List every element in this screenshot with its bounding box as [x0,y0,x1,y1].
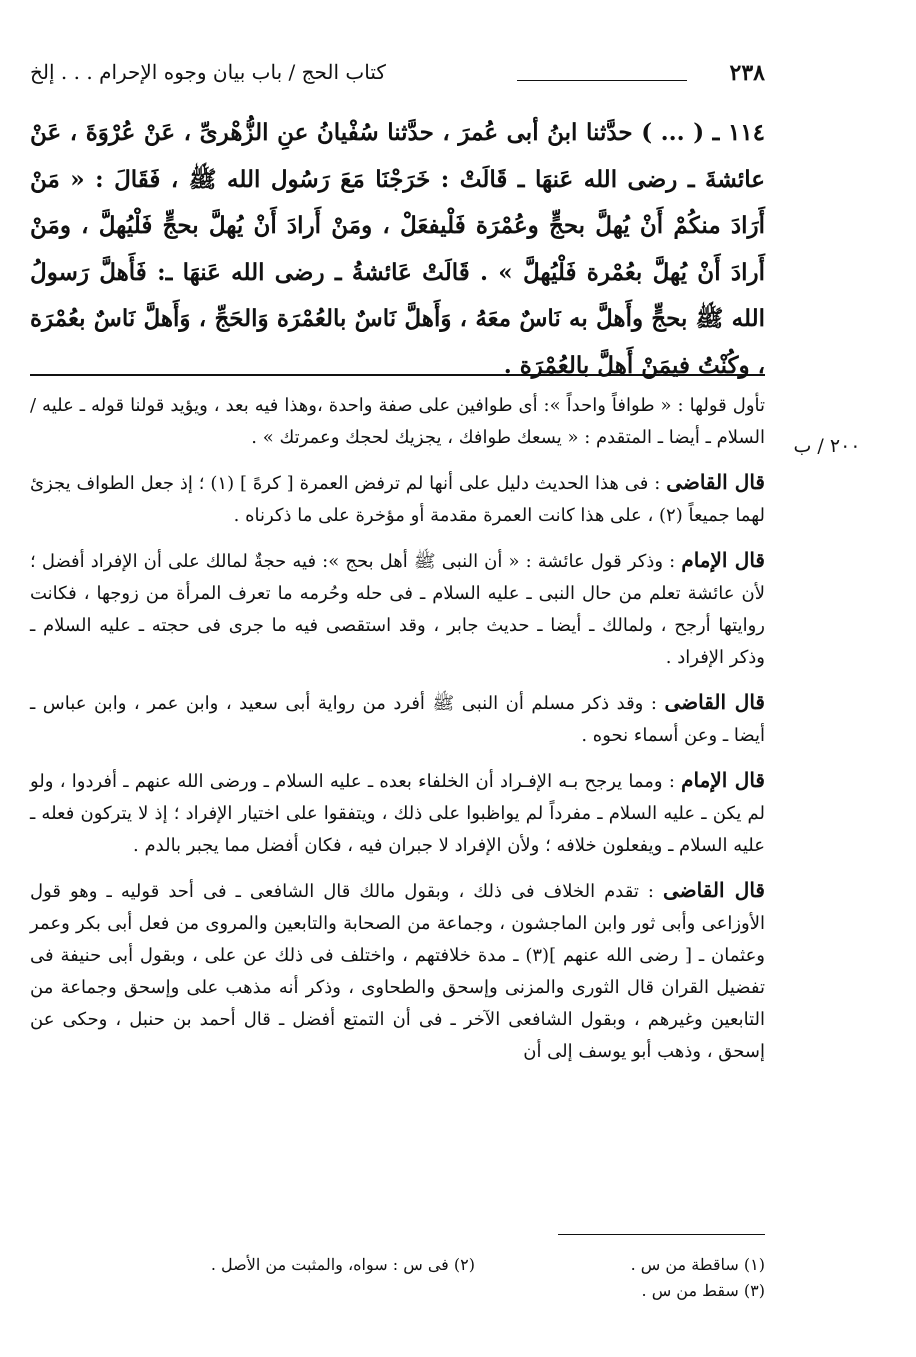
commentary-paragraph: قال القاضى : تقدم الخلاف فى ذلك ، وبقول مالك قال الشافعى ـ فى أحد قوليه ـ وهو قول الأوزاعى وأبى ثور وابن الماجشون ، وجماعة من الصحابة والتابعين والمروى من فعل أبى بكر وعمر وعثمان ـ [ رضى الله عنهم ](٣) ـ مدة خلافتهم ، واختلف فى ذلك عن على ، وبقول أبى حنيفة فى تفضيل القران قال الثورى والمزنى وإسحق والطحاوى ، وذكر أنه مذهب على وإسحق وجماعة من التابعين وغيرهم ، وبقول الشافعى الآخر ـ فى أن التمتع أفضل ـ قال أحمد بن حنبل ، وحكى عن إسحق ، وذهب أبو يوسف إلى أن [30,878,765,1062]
speaker-label: قال الإمام [681,768,765,792]
running-title: كتاب الحج / باب بيان وجوه الإحرام . . . إلخ [30,60,386,84]
manuscript-folio-marker: ٢٠٠ / ب [793,435,861,457]
commentary-paragraph: قال الإمام : ومما يرجح بـه الإفـراد أن الخلفاء بعده ـ عليه السلام ـ ورضى الله عنهم ـ أفردوا ، ولو لم يكن ـ عليه السلام ـ مفرداً لم يواظبوا على ذلك ، ويتفقوا على اختيار الإفراد ؛ إذ لا يتركون فعله ـ عليه السلام ـ ويفعلون خلافه ؛ ولأن الإفراد لا جبران فيه ، فكان أفضل مما يجبر بالدم . [30,768,765,856]
text-separator-rule [30,374,765,376]
commentary-paragraph: قال القاضى : وقد ذكر مسلم أن النبى ﷺ أفرد من رواية أبى سعيد ، وابن عمر ، وابن عباس ـ أيضا ـ وعن أسماء نحوه . [30,690,765,746]
page-number: ٢٣٨ [729,60,765,86]
commentary-paragraph: قال الإمام : وذكر قول عائشة : « أن النبى ﷺ أهل بحج »: فيه حجةٌ لمالك على أن الإفراد أفضل ؛ لأن عائشة تعلم من حال النبى ـ عليه السلام ـ فى حله وحُرمه ما تعرف المرأة من زوجها ، فكانت روايتها أرجح ، ولمالك ـ أيضا ـ حديث جابر ، وقد استقصى فيه ما جرى فى حجته ـ عليه السلام ـ وذكر الإفراد . [30,548,765,668]
commentary-paragraph: قال القاضى : فى هذا الحديث دليل على أنها لم ترفض العمرة [ كرهً ] (١) ؛ إذ جعل الطواف يجزئ لهما جميعاً (٢) ، على هذا كانت العمرة مقدمة أو مؤخرة على ما ذكرناه . [30,470,765,526]
commentary [30,390,765,1080]
speaker-label: قال القاضى [663,878,765,902]
hadith-paragraph: ١١٤ ـ ( ... ) حدَّثنا ابنُ أبى عُمرَ ، حدَّثنا سُفْيانُ عنِ الزُّهْرىِّ ، عَنْ عُرْوَةَ ، عَنْ عائشةَ ـ رضى الله عَنهَا ـ قَالَتْ : خَرَجْنَا مَعَ رَسُول الله ﷺ ، فَقَالَ : « مَنْ أَرَادَ منكُمْ أَنْ يُهلَّ بحجٍّ وعُمْرَة فَلْيفعَلْ ، ومَنْ أَرادَ أَنْ يُهلَّ بحجٍّ فَلْيُهلَّ ، ومَنْ أَرادَ أَنْ يُهلَّ بعُمْرة فَلْيُهلَّ » . قَالَتْ عَائشةُ ـ رضى الله عَنهَا ـ: فَأَهلَّ رَسولُ الله ﷺ بحجٍّ وأَهلَّ به نَاسٌ معَهُ ، وَأَهلَّ نَاسٌ بالعُمْرَة وَالحَجِّ ، وَأَهلَّ نَاسٌ بعُمْرَة ، وكُنْتُ فيمَنْ أَهلَّ بالعُمْرَة . [30,119,765,379]
paragraph-text: تقدم الخلاف فى ذلك ، وبقول مالك قال الشافعى ـ فى أحد قوليه ـ وهو قول الأوزاعى وأبى ثور وابن الماجشون ، وجماعة من الصحابة والتابعين والمروى من فعل أبى بكر وعمر وعثمان ـ [ رضى الله عنهم ](٣) ـ مدة خلافتهم ، واختلف فى ذلك عن على ، وبقول أبى حنيفة فى تفضيل القران قال الثورى والمزنى وإسحق والطحاوى ، وذكر أنه مذهب على وإسحق وجماعة من التابعين وغيرهم ، وبقول الشافعى الآخر ـ فى أن التمتع أفضل ـ قال أحمد بن حنبل ، وحكى عن إسحق ، وذهب أبو يوسف إلى أن [30,881,765,1062]
footnote-rule [558,1234,765,1235]
footnotes [130,1252,765,1304]
paragraph-text: وذكر قول عائشة : « أن النبى ﷺ أهل بحج »: فيه حجةٌ لمالك على أن الإفراد أفضل ؛ لأن عائشة تعلم من حال النبى ـ عليه السلام ـ فى حله وحُرمه ما تعرف المرأة من زوجها ، فكانت روايتها أرجح ، ولمالك ـ أيضا ـ حديث جابر ، وقد استقصى فيه ما جرى فى حجته ـ عليه السلام ـ وذكر الإفراد . [30,551,765,668]
footnote: (٢) فى س : سواه، والمثبت من الأصل . [210,1255,475,1274]
speaker-label: قال الإمام [681,548,765,572]
paragraph-text: فى هذا الحديث دليل على أنها لم ترفض العمرة [ كرهً ] (١) ؛ إذ جعل الطواف يجزئ لهما جميعاً (٢) ، على هذا كانت العمرة مقدمة أو مؤخرة على ما ذكرناه . [30,473,765,526]
header-rule [517,80,687,81]
footnote-row [130,1252,765,1278]
hadith-text [30,110,765,389]
speaker-label: قال القاضى [664,690,765,714]
paragraph-text: وقد ذكر مسلم أن النبى ﷺ أفرد من رواية أبى سعيد ، وابن عمر ، وابن عباس ـ أيضا ـ وعن أسماء نحوه . [30,693,765,746]
commentary-intro: تأول قولها : « طوافاً واحداً »: أى طوافين على صفة واحدة ،وهذا فيه بعد ، ويؤيد قولنا قوله ـ عليه / السلام ـ أيضا ـ المتقدم : « يسعك طوافك ، يجزيك لحجك وعمرتك » . [30,395,765,448]
speaker-label: قال القاضى [666,470,765,494]
footnote: (٣) سقط من س . [641,1281,765,1300]
footnote: (١) ساقطة من س . [630,1255,765,1274]
paragraph-text: ومما يرجح بـه الإفـراد أن الخلفاء بعده ـ عليه السلام ـ ورضى الله عنهم ـ أفردوا ، ولو لم يكن ـ عليه السلام ـ مفرداً لم يواظبوا على ذلك ، ويتفقوا على اختيار الإفراد ؛ إذ لا يتركون فعله ـ عليه السلام ـ ويفعلون خلافه ؛ ولأن الإفراد لا جبران فيه ، فكان أفضل مما يجبر بالدم . [30,771,765,856]
page-header [30,56,765,92]
footnote-row [130,1278,765,1304]
